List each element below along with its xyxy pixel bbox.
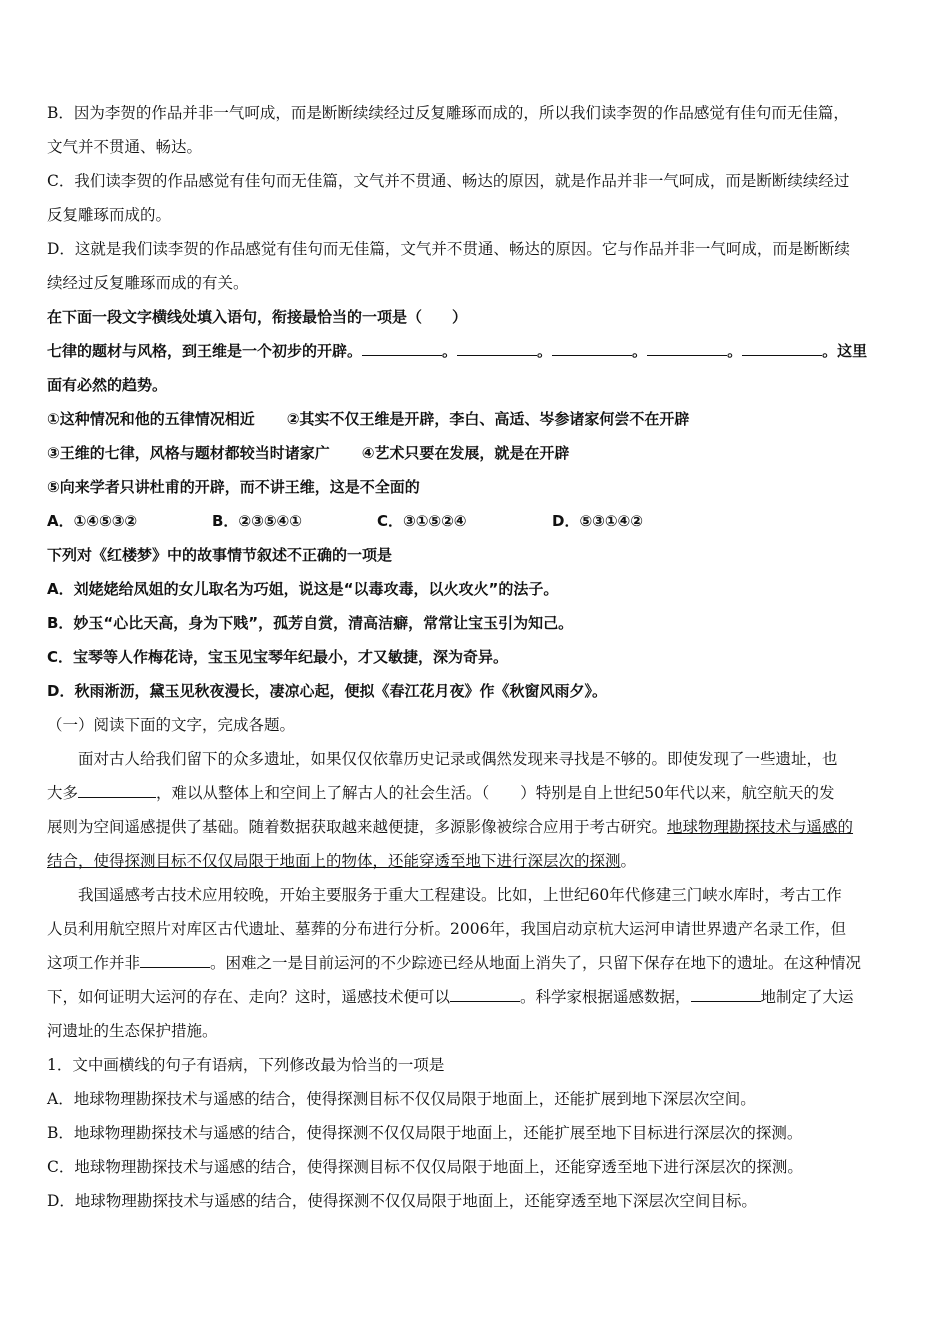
fill-question-stem: 在下面一段文字横线处填入语句，衔接最恰当的一项是（ ） bbox=[47, 308, 468, 326]
q1-option-c: C．地球物理勘探技术与遥感的结合，使得探测目标不仅仅局限于地面上，还能穿透至地下进行深层次的探测。 bbox=[47, 1158, 803, 1176]
reading-p1-l2-start: 大多 bbox=[47, 784, 79, 802]
underlined-sentence-part2: 结合，使得探测目标不仅仅局限于地面上的物体，还能穿透至地下进行深层次的探测 bbox=[47, 852, 621, 870]
reading-p2-line2: 人员利用航空照片对库区古代遗址、墓葬的分布进行分析。2006年，我国启动京杭大运河申请世界遗产名录工作，但 bbox=[47, 920, 846, 938]
blank-2 bbox=[457, 341, 537, 356]
q1-option-d: D．地球物理勘探技术与遥感的结合，使得探测不仅仅局限于地面上，还能穿透至地下深层次空间目标。 bbox=[47, 1192, 757, 1210]
document-page bbox=[47, 96, 905, 1218]
hlm-option-a: A．刘姥姥给凤姐的女儿取名为巧姐，说这是“以毒攻毒，以火攻火”的法子。 bbox=[47, 580, 559, 598]
sep-4: 。 bbox=[727, 342, 743, 360]
fill-items-row2 bbox=[47, 436, 905, 470]
q1-option-a: A．地球物理勘探技术与遥感的结合，使得探测目标不仅仅局限于地面上，还能扩展到地下深层次空间。 bbox=[47, 1090, 756, 1108]
reading-p2-l3-end: 。困难之一是目前运河的不少踪迹已经从地面上消失了，只留下保存在地下的遗址。在这种情况 bbox=[210, 954, 862, 972]
reading-blank-3 bbox=[450, 987, 520, 1002]
reading-p2-line3 bbox=[47, 946, 905, 980]
option-c-line1: C．我们读李贺的作品感觉有佳句而无佳篇，文气并不贯通、畅达的原因，就是作品并非一气呵成，而是断断续续经过 bbox=[47, 172, 850, 190]
reading-p1-l2-end: ，难以从整体上和空间上了解古人的社会生活。（ ）特别是自上世纪50年代以来，航空航天的发 bbox=[156, 784, 835, 802]
reading-p2-l3-start: 这项工作并非 bbox=[47, 954, 141, 972]
option-b-line1: B．因为李贺的作品并非一气呵成，而是断断续续经过反复雕琢而成的，所以我们读李贺的作品感觉有佳句而无佳篇， bbox=[47, 104, 849, 122]
hlm-question-stem: 下列对《红楼梦》中的故事情节叙述不正确的一项是 bbox=[47, 546, 393, 564]
reading-p2-l4-mid: 。科学家根据遥感数据， bbox=[520, 988, 691, 1006]
reading-p2-line5: 河遗址的生态保护措施。 bbox=[47, 1022, 218, 1040]
hlm-option-c: C．宝琴等人作梅花诗，宝玉见宝琴年纪最小，才又敏捷，深为奇异。 bbox=[47, 648, 509, 666]
sep-1: 。 bbox=[442, 342, 458, 360]
option-d-line2: 续经过反复雕琢而成的有关。 bbox=[47, 274, 249, 292]
underlined-sentence-part1: 地球物理勘探技术与遥感的 bbox=[667, 818, 854, 836]
hlm-option-b: B．妙玉“心比天高，身为下贱”，孤芳自赏，清高洁癖，常常让宝玉引为知己。 bbox=[47, 614, 574, 632]
fill-option-c: C．③①⑤②④ bbox=[377, 512, 467, 530]
fill-passage-line2: 面有必然的趋势。 bbox=[47, 376, 168, 394]
fill-item-1: ①这种情况和他的五律情况相近 bbox=[47, 410, 255, 428]
reading-blank-2 bbox=[140, 953, 210, 968]
blank-4 bbox=[647, 341, 727, 356]
fill-options-row bbox=[47, 504, 905, 538]
blank-5 bbox=[742, 341, 822, 356]
fill-items-row1 bbox=[47, 402, 905, 436]
fill-item-4: ④艺术只要在发展，就是在开辟 bbox=[361, 444, 570, 462]
option-c-line2: 反复雕琢而成的。 bbox=[47, 206, 172, 224]
fill-item-2: ②其实不仅王维是开辟，李白、高适、岑参诸家何尝不在开辟 bbox=[286, 410, 690, 428]
reading-p2-line1: 我国遥感考古技术应用较晚，开始主要服务于重大工程建设。比如，上世纪60年代修建三门峡水库时，考古工作 bbox=[78, 886, 842, 904]
fill-option-a: A．①④⑤③② bbox=[47, 512, 138, 530]
reading-p2-l4-end: 地制定了大运 bbox=[760, 988, 854, 1006]
reading-p1-l3-start: 展则为空间遥感提供了基础。随着数据获取越来越便捷，多源影像被综合应用于考古研究。 bbox=[47, 818, 668, 836]
reading-p2-line4 bbox=[47, 980, 905, 1014]
reading-blank-4 bbox=[691, 987, 761, 1002]
q1-option-b: B．地球物理勘探技术与遥感的结合，使得探测不仅仅局限于地面上，还能扩展至地下目标进行深层次的探测。 bbox=[47, 1124, 803, 1142]
q1-stem: 1．文中画横线的句子有语病，下列修改最为恰当的一项是 bbox=[47, 1056, 445, 1074]
fill-item-5: ⑤向来学者只讲杜甫的开辟，而不讲王维，这是不全面的 bbox=[47, 478, 420, 496]
fill-passage-end: 。这里 bbox=[822, 342, 868, 360]
fill-passage-start: 七律的题材与风格，到王维是一个初步的开辟。 bbox=[47, 342, 363, 360]
fill-option-b: B．②③⑤④① bbox=[212, 512, 302, 530]
reading-p1-line3 bbox=[47, 810, 905, 844]
reading-heading: （一）阅读下面的文字，完成各题。 bbox=[47, 716, 296, 734]
reading-p1-line2 bbox=[47, 776, 905, 810]
blank-3 bbox=[552, 341, 632, 356]
fill-item-3: ③王维的七律，风格与题材都较当时诸家广 bbox=[47, 444, 330, 462]
option-b-line2: 文气并不贯通、畅达。 bbox=[47, 138, 203, 156]
reading-p1-line1: 面对古人给我们留下的众多遗址，如果仅仅依靠历史记录或偶然发现来寻找是不够的。即使发现了一些遗址，也 bbox=[78, 750, 838, 768]
reading-p1-line4 bbox=[47, 844, 905, 878]
sep-2: 。 bbox=[537, 342, 553, 360]
reading-p1-l4-end: 。 bbox=[620, 852, 637, 870]
blank-1 bbox=[362, 341, 442, 356]
sep-3: 。 bbox=[632, 342, 648, 360]
hlm-option-d: D．秋雨淅沥，黛玉见秋夜漫长，凄凉心起，便拟《春江花月夜》作《秋窗风雨夕》。 bbox=[47, 682, 607, 700]
option-d-line1: D．这就是我们读李贺的作品感觉有佳句而无佳篇，文气并不贯通、畅达的原因。它与作品并非一气呵成，而是断断续 bbox=[47, 240, 850, 258]
fill-option-d: D．⑤③①④② bbox=[552, 512, 643, 530]
fill-passage-line1 bbox=[47, 334, 905, 368]
reading-blank-1 bbox=[78, 783, 156, 798]
reading-p2-l4-start: 下，如何证明大运河的存在、走向？这时，遥感技术便可以 bbox=[47, 988, 451, 1006]
